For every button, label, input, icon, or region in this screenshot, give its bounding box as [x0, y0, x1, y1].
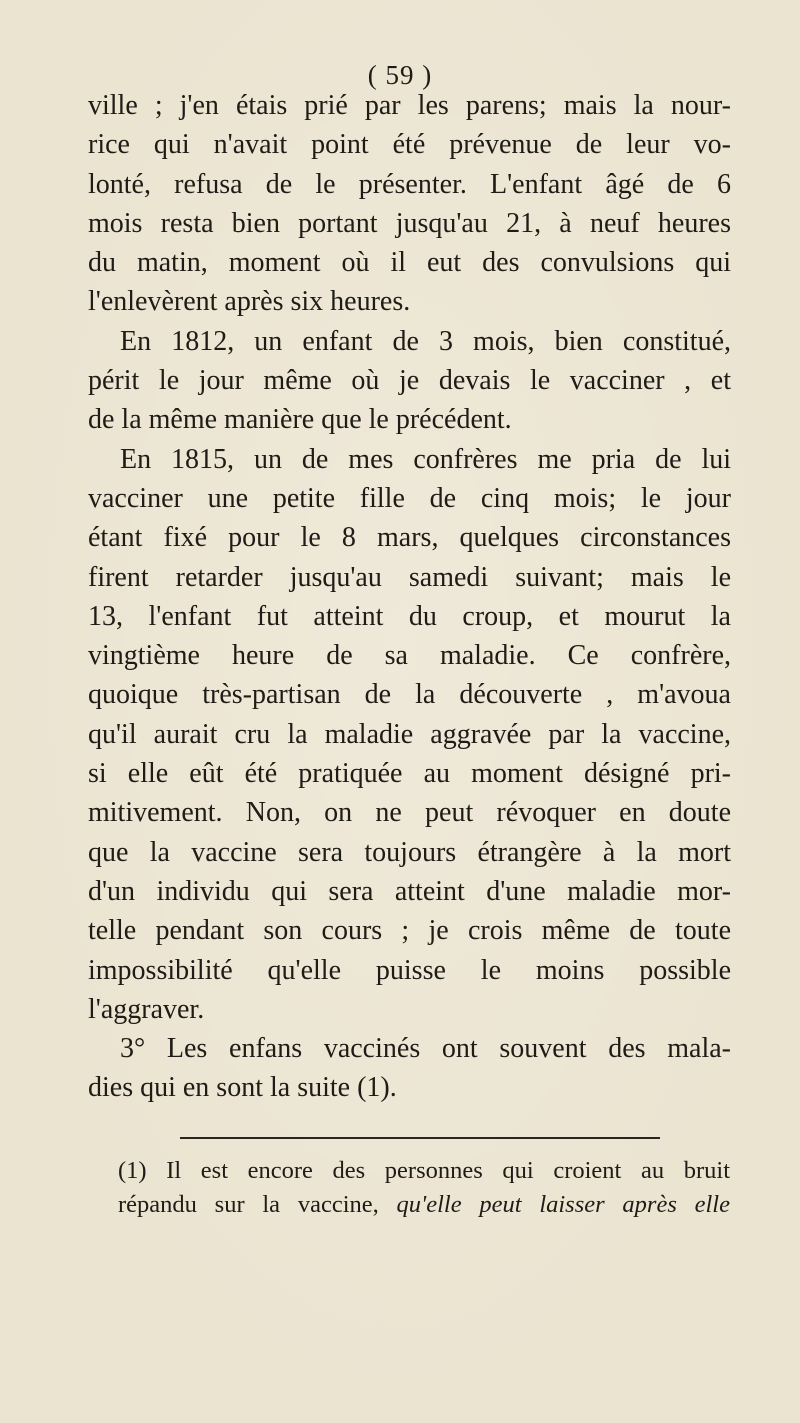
text-line: l'enlevèrent après six heures. [88, 286, 411, 318]
text-line: ville ; j'en étais prié par les parens; mais la nour- [88, 90, 731, 121]
text-line: périt le jour même où je devais le vacciner , et [88, 365, 731, 397]
text-line: quoique très-partisan de la découverte , m'avoua [88, 679, 731, 711]
text-line: vacciner une petite fille de cinq mois; le jour [88, 482, 731, 514]
text-line: de la même manière que le précédent. [88, 404, 512, 436]
text-line: En 1815, un de mes confrères me pria de lui [120, 443, 731, 475]
text-line: l'aggraver. [88, 993, 205, 1025]
text-line: lonté, refusa de le présenter. L'enfant âgé de 6 [88, 168, 731, 200]
text-line: dies qui en sont la suite (1). [88, 1072, 397, 1104]
text-line: rice qui n'avait point été prévenue de leur vo- [88, 129, 731, 161]
text-line: En 1812, un enfant de 3 mois, bien constitué, [120, 325, 731, 357]
text-line: telle pendant son cours ; je crois même de toute [88, 915, 731, 947]
body-text [88, 86, 731, 1108]
text-line: si elle eût été pratiquée au moment désigné pri- [88, 758, 731, 790]
footnote-line: (1) Il est encore des personnes qui croient au bruit [118, 1157, 730, 1184]
page-number: ( 59 ) [367, 60, 433, 90]
text-line: d'un individu qui sera atteint d'une maladie mor- [88, 875, 731, 907]
footnote-line [118, 1188, 730, 1222]
text-line: étant fixé pour le 8 mars, quelques circonstances [88, 522, 731, 554]
text-line: vingtième heure de sa maladie. Ce confrère, [88, 640, 731, 672]
text-line: du matin, moment où il eut des convulsions qui [88, 247, 731, 279]
text-line: 3° Les enfans vaccinés ont souvent des mala- [120, 1033, 731, 1065]
footnote-roman-text: répandu sur la vaccine, [118, 1191, 397, 1218]
text-line: impossibilité qu'elle puisse le moins possible [88, 954, 731, 986]
footnote [118, 1154, 730, 1222]
footnote-italic-text: qu'elle peut laisser après elle [396, 1191, 730, 1218]
text-line: que la vaccine sera toujours étrangère à la mort [88, 836, 731, 868]
text-line: firent retarder jusqu'au samedi suivant; mais le [88, 561, 731, 593]
text-line: mitivement. Non, on ne peut révoquer en doute [88, 797, 731, 829]
text-line: qu'il aurait cru la maladie aggravée par la vaccine, [88, 718, 731, 750]
text-line: 13, l'enfant fut atteint du croup, et mourut la [88, 600, 731, 632]
footnote-divider [180, 1137, 660, 1139]
text-line: mois resta bien portant jusqu'au 21, à neuf heures [88, 207, 731, 239]
